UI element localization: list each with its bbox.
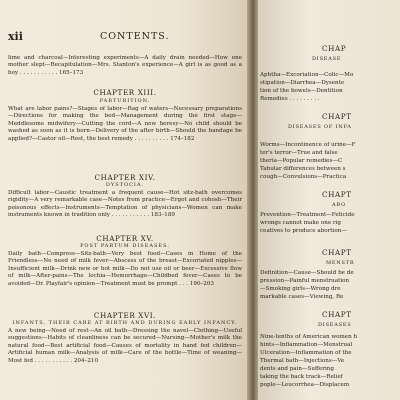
chapter-subtitle: INFANTS, THEIR CARE AT BIRTH AND DURING EARLY INFANCY. [12,320,238,326]
text-line: cough—Convulsions—Practica [260,174,347,180]
chapter-summary: Difficult labor—Caustic treatment a frequent cause—Hot sitz-bath overcomes rigidity—A very remarkable case—Notes from practice—Ergot and cohosh—Their poisonous effects—Instruments—Temptation of physicians—Women can make instruments known in tradition only . . . . . . . . . . . 183–189 [8,190,242,219]
chapter-subtitle: DISEASE [312,56,342,62]
text-line: pople—Leucorrhea—Displacem [260,382,350,388]
text-line: Nine-tenths of American women h [260,334,358,340]
page-number: xii [8,30,23,43]
text-line: theria—Popular remedies—C [260,158,343,164]
page-header [8,30,242,44]
chapter-subtitle: MENSTR [326,260,355,266]
chapter-heading: CHAPTER XV. [96,234,154,243]
text-line: Worms—Incontinence of urine—F [260,142,356,148]
chapter-subtitle: DISEASES OF INFA [288,124,352,130]
chapter-heading: CHAPTER XVI. [93,311,157,320]
text-line: Thermal bath—Injections—Ve [260,358,345,364]
text-line: Ulceration—Inflammation of the [260,350,352,356]
chapter-heading: CHAP [322,44,347,53]
text-line: markable cases—Viewing, Re [260,294,344,300]
text-line: ceatives to produce abortion— [260,228,347,234]
text-line: Tabular differences between s [260,166,346,172]
text-line: Definition—Cause—Should be de [260,270,354,276]
text-line: pression—Painful menstruation [260,278,350,284]
running-head: CONTENTS. [100,31,170,42]
chapter-summary: A new being—Need of rest—An oil bath—Dressing the navel—Clothing—Useful suggestions—Habits of cleanliness can be secured—Nursing—Mother's milk the natural food—Best artificial food—Causes of mortality in hand fed children—Artificial human milk—Analysis of milk—Care of the bottle—Time of weaning—Most fed . . . . . . . . . . . 204–210 [8,328,242,364]
chapter-summary: What are labor pains?—Stages of labor—Bag of waters—Necessary preparations—Directions for making the bed—Management during the first stage—Meddlesome midwifery—Cutting the cord—A new heresy—No child should be washed as soon as it is born—Delivery of the after birth—Should the bandage be applied?—Castor oil—Rest, the best remedy . . . . . . . . . . 174–182 [8,106,242,142]
text-line: stipation—Diarrhea—Dysente [260,80,345,86]
chapter-heading: CHAPT [322,112,352,121]
chapter-heading: CHAPTER XIII. [93,88,157,97]
text-line: —Smoking girls—Wrong dre [260,286,341,292]
chapter-subtitle: PARTURITION. [99,98,151,104]
chapter-subtitle: DYSTOCIA. [105,182,145,188]
text-line: Remedies . . . . . . . . . [260,96,320,102]
text-line: dents and pain—Suffering [260,366,334,372]
chapter-summary: Daily bath—Compress—Sitz-bath—Very best food—Cases in Home of the Friendless—No need of milk fever—Abscess of the breast—Excoriated nipples—Insufficient milk—Drink new or hot milk—Do not use oil or beer—Excessive flow of milk—After-pains—The lochia—Hemorrhage—Childbed fever—Cases to be avoided—Dr. Playfair's opinion—Treatment must be prompt . . . 190–203 [8,251,242,287]
text-line: Prevention—Treatment—Feticide [260,212,355,218]
right-page [258,0,400,400]
text-line: tion of the bowels—Dentition [260,88,343,94]
text-line: taking the back track—Relief [260,374,343,380]
chapter-subtitle: POST PARTUM DISEASES. [80,243,170,249]
chapter-heading: CHAPT [322,248,352,257]
text-line: wrongs cannot make one rig [260,220,341,226]
chapter-heading: CHAPT [322,190,352,199]
intro-paragraph: lime and charcoal—Interesting experiments—A daily drain needed—How one mother slept—Recapitulation—Mrs. Stanton's experience—A girl is as good as a boy . . . . . . . . . . . 165–173 [8,55,242,76]
chapter-subtitle: DISEASES [318,322,352,328]
text-line: ter's terror—True and false [260,150,338,156]
chapter-subtitle: ABO [332,202,346,208]
text-line: hints—Inflammation—Menstrual [260,342,353,348]
text-line: Aphtha—Excoriation—Colic—Mo [260,72,354,78]
chapter-heading: CHAPT [322,310,352,319]
chapter-heading: CHAPTER XIV. [94,173,156,182]
